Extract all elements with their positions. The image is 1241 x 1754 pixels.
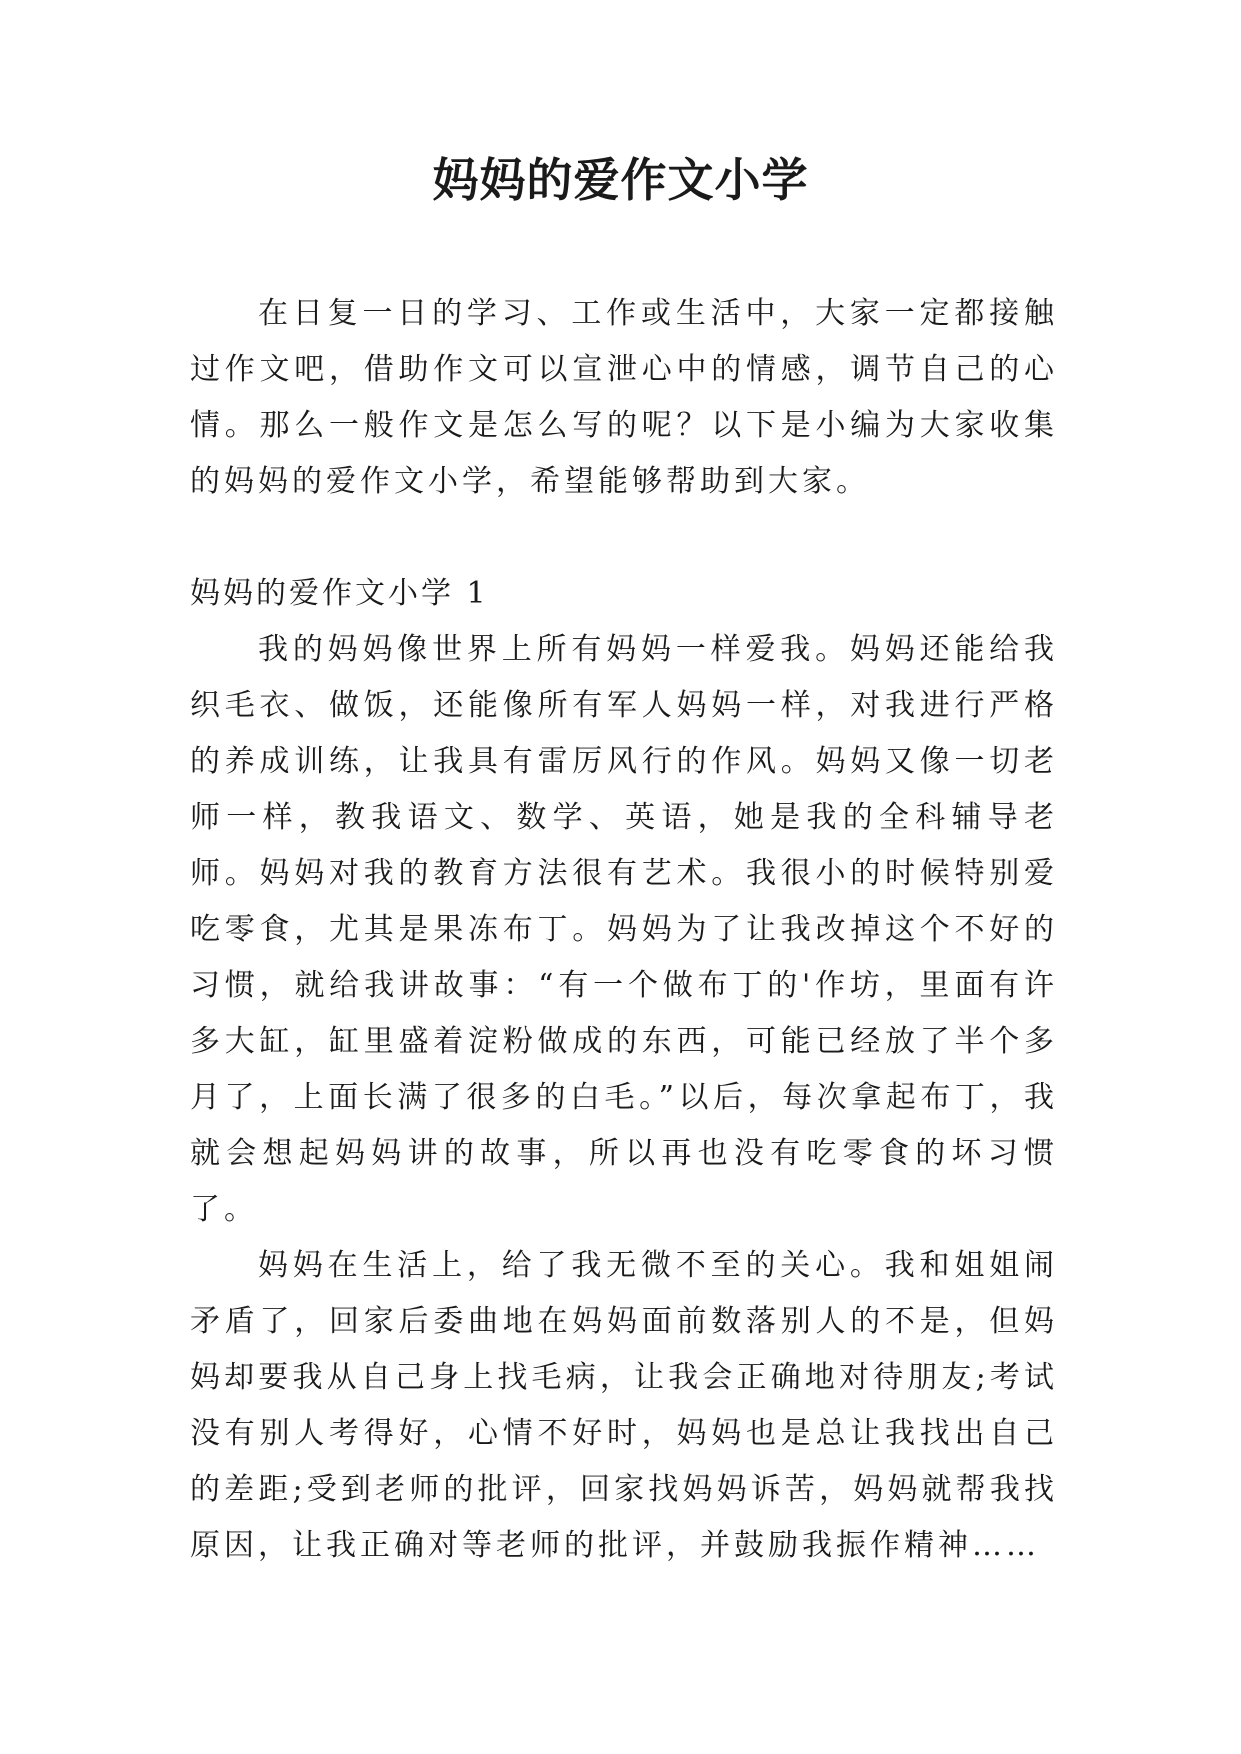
- paragraph-spacer: [190, 510, 1058, 566]
- document-title: 妈妈的爱作文小学: [432, 153, 809, 207]
- body-paragraph: 妈妈在生活上，给了我无微不至的关心。我和姐姐闹矛盾了，回家后委曲地在妈妈面前数落别人的不是，但妈妈却要我从自己身上找毛病，让我会正确地对待朋友;考试没有别人考得好，心情不好时，妈妈也是总让我找出自己的差距;受到老师的批评，回家找妈妈诉苦，妈妈就帮我找原因，让我正确对等老师的批评，并鼓励我振作精神……: [190, 1248, 1058, 1563]
- intro-paragraph: 在日复一日的学习、工作或生活中，大家一定都接触过作文吧，借助作文可以宣泄心中的情感，调节自己的心情。那么一般作文是怎么写的呢？以下是小编为大家收集的妈妈的爱作文小学，希望能够帮助到大家。: [190, 296, 1058, 499]
- body-paragraph: 我的妈妈像世界上所有妈妈一样爱我。妈妈还能给我织毛衣、做饭，还能像所有军人妈妈一样，对我进行严格的养成训练，让我具有雷厉风行的作风。妈妈又像一切老师一样，教我语文、数学、英语，她是我的全科辅导老师。妈妈对我的教育方法很有艺术。我很小的时候特别爱吃零食，尤其是果冻布丁。妈妈为了让我改掉这个不好的习惯，就给我讲故事：“有一个做布丁的'作坊，里面有许多大缸，缸里盛着淀粉做成的东西，可能已经放了半个多月了，上面长满了很多的白毛。”以后，每次拿起布丁，我就会想起妈妈讲的故事，所以再也没有吃零食的坏习惯了。: [190, 632, 1058, 1227]
- section-heading: 妈妈的爱作文小学 1: [190, 576, 489, 611]
- document-body: [190, 286, 1058, 1574]
